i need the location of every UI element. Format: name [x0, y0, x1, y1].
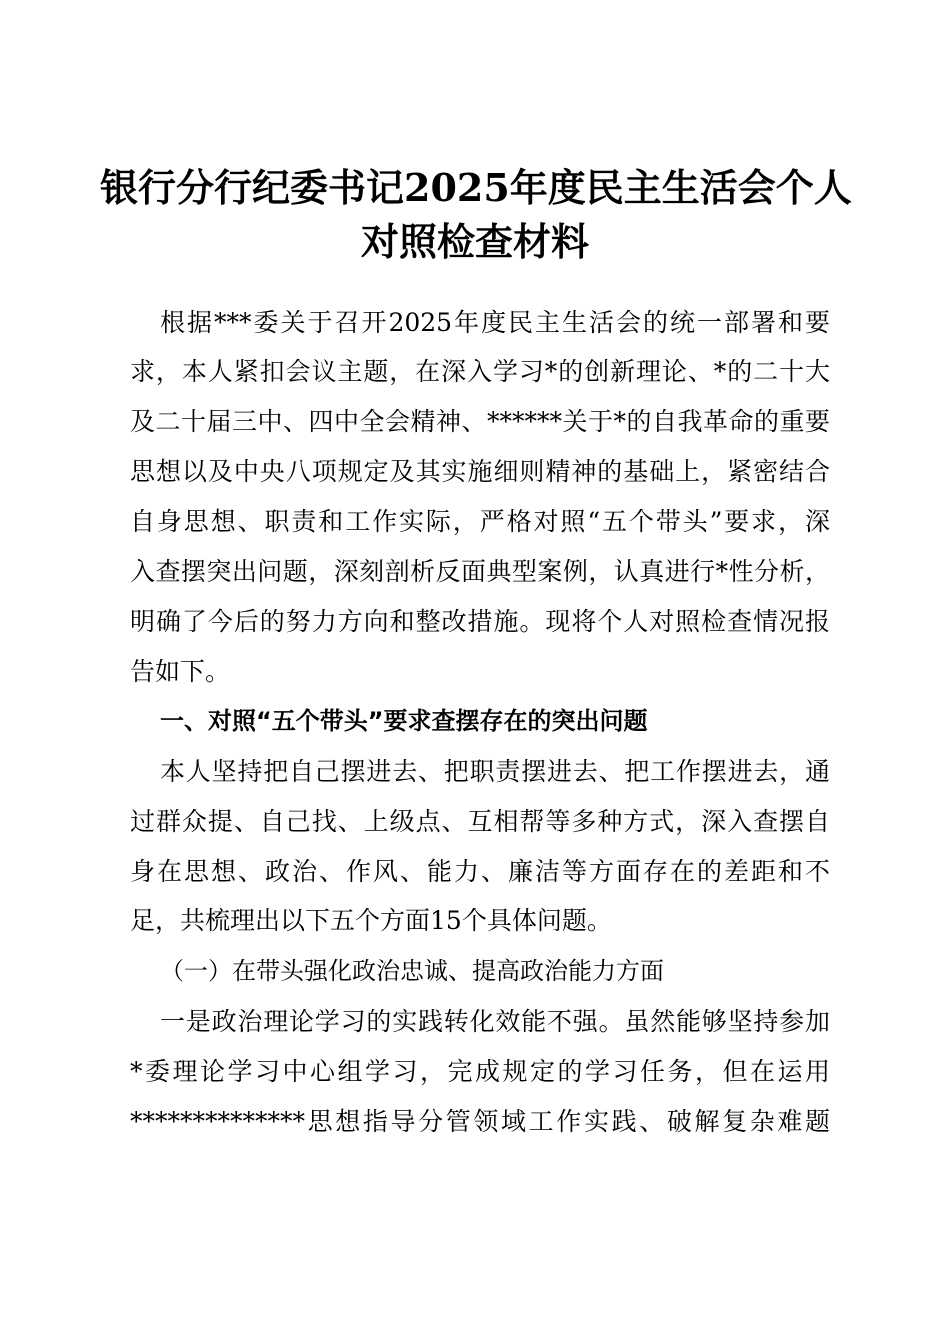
intro-paragraph-line: 告如下。 [130, 657, 231, 686]
section-1-paragraph-line: 身在思想、政治、作风、能力、廉洁等方面存在的差距和不 [130, 857, 830, 886]
section-1-paragraph-line: 足，共梳理出以下五个方面15个具体问题。 [130, 906, 612, 935]
subsection-1-paragraph-line: *委理论学习中心组学习，完成规定的学习任务，但在运用 [130, 1057, 830, 1086]
subsection-1-paragraph-line: 一是政治理论学习的实践转化效能不强。虽然能够坚持参加 [160, 1007, 830, 1036]
intro-paragraph-line: 根据***委关于召开2025年度民主生活会的统一部署和要 [160, 308, 830, 337]
document-title-line-2: 对照检查材料 [360, 219, 589, 264]
intro-paragraph-line: 自身思想、职责和工作实际，严格对照“五个带头”要求，深 [130, 507, 830, 536]
intro-paragraph-line: 明确了今后的努力方向和整改措施。现将个人对照检查情况报 [130, 607, 830, 636]
section-1-paragraph-line: 本人坚持把自己摆进去、把职责摆进去、把工作摆进去，通 [160, 757, 830, 786]
intro-paragraph-line: 求，本人紧扣会议主题，在深入学习*的创新理论、*的二十大 [130, 357, 830, 386]
document-title-line-1: 银行分行纪委书记2025年度民主生活会个人 [100, 165, 852, 210]
subsection-1-paragraph-line: **************思想指导分管领域工作实践、破解复杂难题 [130, 1107, 830, 1136]
section-1-paragraph-line: 过群众提、自己找、上级点、互相帮等多种方式，深入查摆自 [130, 807, 830, 836]
section-heading-1: 一、对照“五个带头”要求查摆存在的突出问题 [160, 707, 648, 735]
intro-paragraph-line: 入查摆突出问题，深刻剖析反面典型案例，认真进行*性分析， [130, 557, 830, 586]
intro-paragraph-line: 及二十届三中、四中全会精神、******关于*的自我革命的重要 [130, 407, 830, 436]
intro-paragraph-line: 思想以及中央八项规定及其实施细则精神的基础上，紧密结合 [130, 457, 830, 486]
subsection-heading-1: （一）在带头强化政治忠诚、提高政治能力方面 [160, 957, 664, 985]
